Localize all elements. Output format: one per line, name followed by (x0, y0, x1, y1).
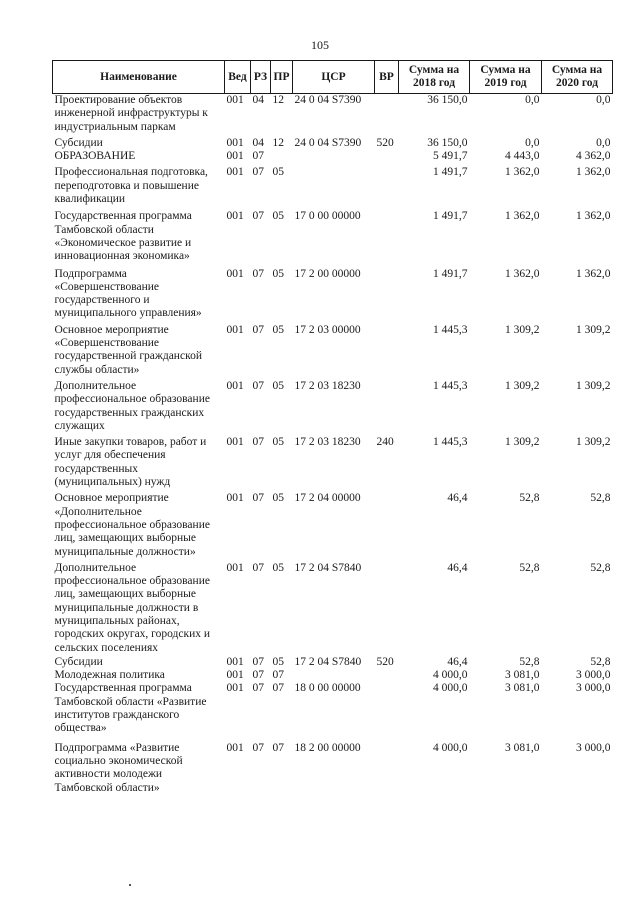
cell-sum-2019: 52,8 (519, 655, 540, 668)
cell-name: Дополнительное профессиональное образование лиц, замещающих выборные муниципальные должности в муниципальных районах, городских округах, городских и сельских поселениях (54, 561, 211, 654)
cell-csr: 17 2 00 00000 (294, 267, 361, 280)
cell-sum-2020: 3 000,0 (576, 741, 611, 754)
cell-rz: 04 (252, 94, 264, 106)
cell-sum-2018: 46,4 (447, 492, 468, 505)
cell-sum-2020: 3 000,0 (576, 682, 611, 695)
cell-ved: 001 (226, 136, 244, 149)
cell-rz: 07 (252, 210, 264, 223)
cell-sum-2018: 1 491,7 (433, 267, 468, 280)
cell-sum-2020: 0,0 (596, 136, 611, 149)
cell-name: Молодежная политика (54, 669, 165, 682)
cell-csr (293, 166, 375, 206)
cell-ved: 001 (226, 323, 244, 336)
cell-vr (375, 562, 399, 655)
cell-vr (375, 492, 399, 558)
cell-vr (375, 150, 399, 163)
cell-ved: 001 (226, 166, 244, 179)
cell-pr: 07 (272, 682, 284, 695)
cell-csr: 17 2 03 18230 (294, 379, 361, 392)
cell-name: Субсидии (54, 655, 103, 668)
table-row (53, 742, 613, 795)
cell-vr (375, 166, 399, 206)
table-row (53, 324, 613, 377)
cell-rz: 04 (252, 136, 264, 149)
cell-rz: 07 (252, 150, 264, 163)
cell-name: Профессиональная подготовка, переподготовка и повышение квалификации (54, 166, 208, 206)
cell-sum-2020: 3 000,0 (576, 669, 611, 682)
cell-rz: 07 (252, 379, 264, 392)
cell-sum-2018: 36 150,0 (427, 136, 468, 149)
cell-name: Проектирование объектов инженерной инфраструктуры к индустриальным паркам (54, 94, 208, 133)
cell-pr: 12 (272, 94, 284, 106)
cell-sum-2019: 1 362,0 (505, 267, 540, 280)
cell-pr: 05 (272, 323, 284, 336)
cell-csr: 17 2 03 18230 (294, 436, 361, 449)
cell-rz: 07 (252, 436, 264, 449)
table-row (53, 669, 613, 682)
cell-ved: 001 (226, 379, 244, 392)
cell-sum-2020: 52,8 (590, 655, 611, 668)
cell-sum-2019: 1 362,0 (505, 210, 540, 223)
table-row (53, 268, 613, 321)
cell-csr: 18 2 00 00000 (294, 741, 361, 754)
table-row (53, 150, 613, 163)
cell-sum-2018: 46,4 (447, 655, 468, 668)
cell-ved: 001 (226, 741, 244, 754)
cell-pr: 05 (272, 561, 284, 574)
cell-name: Основное мероприятие «Совершенствование государственной гражданской службы области» (54, 323, 202, 376)
cell-vr (375, 210, 399, 263)
cell-vr (375, 742, 399, 795)
cell-pr: 05 (272, 267, 284, 280)
cell-vr: 520 (376, 136, 394, 149)
header-ved: Вед (225, 61, 251, 94)
table-row (53, 137, 613, 150)
cell-ved: 001 (226, 150, 244, 163)
cell-vr: 240 (376, 436, 394, 449)
cell-ved: 001 (226, 669, 244, 682)
header-pr: ПР (271, 61, 293, 94)
cell-pr: 05 (272, 166, 284, 179)
cell-sum-2019: 1 309,2 (505, 379, 540, 392)
cell-name: Субсидии (54, 136, 103, 149)
table-header-row (53, 61, 613, 94)
cell-sum-2018: 4 000,0 (433, 669, 468, 682)
cell-sum-2018: 1 491,7 (433, 210, 468, 223)
cell-pr (271, 150, 293, 163)
header-csr: ЦСР (293, 61, 375, 94)
cell-sum-2019: 1 362,0 (505, 166, 540, 179)
cell-sum-2020: 52,8 (590, 492, 611, 505)
cell-sum-2020: 1 362,0 (576, 267, 611, 280)
cell-rz: 07 (252, 669, 264, 682)
table-row (53, 656, 613, 669)
cell-pr: 05 (272, 492, 284, 505)
cell-sum-2019: 1 309,2 (505, 436, 540, 449)
table-row (53, 436, 613, 489)
header-vr: ВР (375, 61, 399, 94)
cell-name: Иные закупки товаров, работ и услуг для обеспечения государственных (муниципальных) нужд (54, 436, 207, 489)
cell-sum-2019: 52,8 (519, 492, 540, 505)
cell-sum-2020: 1 362,0 (576, 210, 611, 223)
page-number: 105 (311, 38, 329, 52)
cell-vr (375, 94, 399, 134)
cell-sum-2018: 1 445,3 (433, 323, 468, 336)
cell-vr (375, 669, 399, 682)
cell-ved: 001 (226, 267, 244, 280)
cell-vr (375, 682, 399, 735)
cell-rz: 07 (252, 166, 264, 179)
cell-sum-2019: 3 081,0 (505, 682, 540, 695)
cell-name: Дополнительное профессиональное образование государственных гражданских служащих (54, 379, 210, 432)
cell-sum-2019: 3 081,0 (505, 741, 540, 754)
cell-pr: 12 (272, 136, 284, 149)
cell-csr: 17 2 04 S7840 (294, 561, 362, 574)
cell-ved: 001 (226, 210, 244, 223)
table-row (53, 492, 613, 558)
cell-pr: 05 (272, 436, 284, 449)
budget-table (52, 60, 613, 795)
cell-ved: 001 (226, 94, 244, 106)
cell-sum-2018: 1 491,7 (433, 166, 468, 179)
table-row (53, 210, 613, 263)
cell-csr: 17 2 03 00000 (294, 323, 361, 336)
cell-sum-2018: 4 000,0 (433, 682, 468, 695)
cell-ved: 001 (226, 561, 244, 574)
cell-csr: 24 0 04 S7390 (294, 94, 362, 106)
table-row (53, 166, 613, 206)
table-row (53, 380, 613, 433)
cell-name: Государственная программа Тамбовской области «Развитие институтов гражданского общества» (54, 682, 207, 735)
cell-vr (375, 324, 399, 377)
cell-pr: 05 (272, 379, 284, 392)
cell-vr (375, 268, 399, 321)
cell-name: Подпрограмма «Развитие социально экономической активности молодежи Тамбовской области» (54, 741, 183, 794)
cell-sum-2018: 5 491,7 (433, 150, 468, 163)
scan-mark (129, 884, 131, 886)
cell-pr: 05 (272, 655, 284, 668)
cell-sum-2018: 46,4 (447, 561, 468, 574)
cell-sum-2020: 1 309,2 (576, 379, 611, 392)
header-sum-2018: Сумма на 2018 год (399, 61, 470, 94)
cell-csr: 17 0 00 00000 (294, 210, 361, 223)
cell-csr: 18 0 00 00000 (294, 682, 361, 695)
header-sum-2020: Сумма на 2020 год (542, 61, 613, 94)
cell-sum-2019: 0,0 (525, 136, 540, 149)
cell-rz: 07 (252, 682, 264, 695)
table-row (53, 94, 613, 134)
cell-pr: 07 (272, 669, 284, 682)
cell-name: ОБРАЗОВАНИЕ (54, 150, 136, 163)
cell-name: Государственная программа Тамбовской области «Экономическое развитие и инновационная экономика» (54, 210, 192, 263)
cell-sum-2020: 52,8 (590, 561, 611, 574)
cell-sum-2019: 3 081,0 (505, 669, 540, 682)
cell-sum-2018: 36 150,0 (427, 94, 468, 106)
cell-rz: 07 (252, 561, 264, 574)
cell-sum-2019: 52,8 (519, 561, 540, 574)
cell-rz: 07 (252, 741, 264, 754)
cell-sum-2020: 1 362,0 (576, 166, 611, 179)
cell-pr: 05 (272, 210, 284, 223)
cell-sum-2019: 4 443,0 (505, 150, 540, 163)
cell-ved: 001 (226, 436, 244, 449)
cell-sum-2019: 1 309,2 (505, 323, 540, 336)
cell-vr (375, 380, 399, 433)
cell-ved: 001 (226, 655, 244, 668)
cell-csr: 17 2 04 S7840 (294, 655, 362, 668)
cell-csr: 17 2 04 00000 (294, 492, 361, 505)
header-rz: РЗ (251, 61, 271, 94)
cell-sum-2020: 1 309,2 (576, 323, 611, 336)
cell-sum-2020: 1 309,2 (576, 436, 611, 449)
cell-name: Подпрограмма «Совершенствование государственного и муниципального управления» (54, 267, 202, 320)
cell-ved: 001 (226, 682, 244, 695)
cell-sum-2019: 0,0 (525, 94, 540, 106)
cell-rz: 07 (252, 323, 264, 336)
cell-rz: 07 (252, 655, 264, 668)
cell-rz: 07 (252, 492, 264, 505)
cell-pr: 07 (272, 741, 284, 754)
cell-sum-2018: 4 000,0 (433, 741, 468, 754)
header-sum-2019: Сумма на 2019 год (470, 61, 542, 94)
table-row (53, 682, 613, 735)
table-row (53, 562, 613, 655)
cell-rz: 07 (252, 267, 264, 280)
cell-sum-2020: 4 362,0 (576, 150, 611, 163)
cell-ved: 001 (226, 492, 244, 505)
header-name: Наименование (53, 61, 225, 94)
cell-sum-2018: 1 445,3 (433, 379, 468, 392)
cell-csr (293, 669, 375, 682)
cell-sum-2018: 1 445,3 (433, 436, 468, 449)
cell-csr: 24 0 04 S7390 (294, 136, 362, 149)
cell-name: Основное мероприятие «Дополнительное профессиональное образование лиц, замещающих выборные муниципальные должности» (54, 492, 210, 558)
cell-csr (293, 150, 375, 163)
cell-sum-2020: 0,0 (596, 94, 611, 106)
cell-vr: 520 (376, 655, 394, 668)
